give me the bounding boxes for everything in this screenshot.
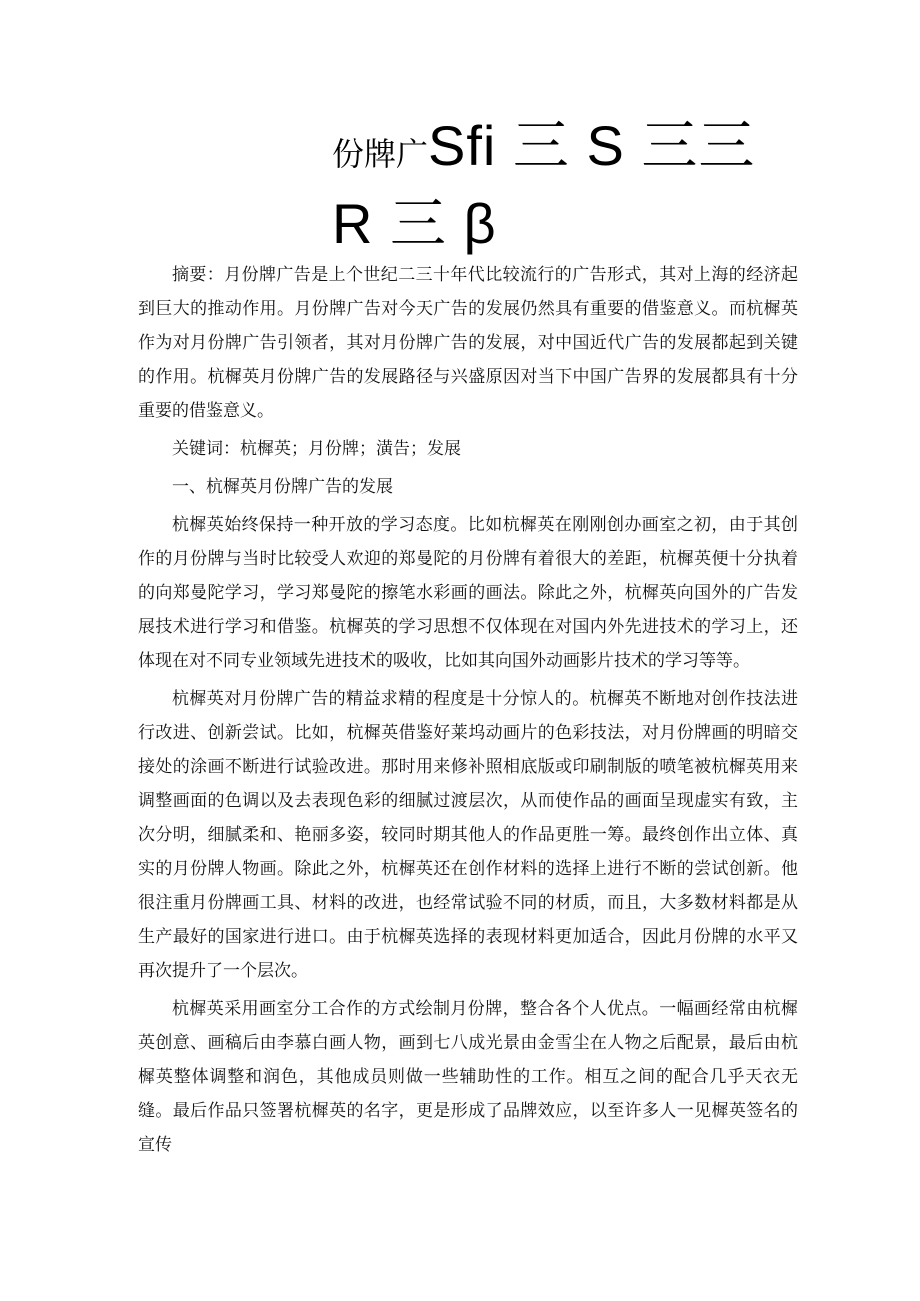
keywords-paragraph: 关键词：杭樨英；月份牌；潢告；发展 [172, 439, 461, 459]
document-body [138, 258, 798, 1166]
document-title [332, 114, 772, 274]
body-paragraph: 杭樨英始终保持一种开放的学习态度。比如杭樨英在刚刚创办画室之初，由于其创作的月份牌与当时比较受人欢迎的郑曼陀的月份牌有着很大的差距，杭樨英便十分执着的向郑曼陀学习，学习郑曼陀的擦笔水彩画的画法。除此之外，杭樨英向国外的广告发展技术进行学习和借鉴。杭樨英的学习思想不仅体现在对国内外先进技术的学习上，还体现在对不同专业领域先进技术的吸收，比如其向国外动画影片技术的学习等等。 [138, 515, 798, 671]
body-paragraph: 杭樨英采用画室分工合作的方式绘制月份牌，整合各个人优点。一幅画经常由杭樨英创意、画稿后由李慕白画人物，画到七八成光景由金雪尘在人物之后配景，最后由杭樨英整体调整和润色，其他成员则做一些辅助性的工作。相互之间的配合几乎天衣无缝。最后作品只签署杭樨英的名字，更是形成了品牌效应，以至许多人一见樨英签名的宣传 [138, 999, 798, 1155]
body-paragraph: 杭樨英对月份牌广告的精益求精的程度是十分惊人的。杭樨英不断地对创作技法进行改进、创新尝试。比如，杭樨英借鉴好莱坞动画片的色彩技法，对月份牌画的明暗交接处的涂画不断进行试验改进。那时用来修补照相底版或印刷制版的喷笔被杭樨英用来调整画面的色调以及去表现色彩的细腻过渡层次，从而使作品的画面呈现虚实有致，主次分明，细腻柔和、艳丽多姿，较同时期其他人的作品更胜一筹。最终创作出立体、真实的月份牌人物画。除此之外，杭樨英还在创作材料的选择上进行不断的尝试创新。他很注重月份牌画工具、材料的改进，也经常试验不同的材质，而且，大多数材料都是从生产最好的国家进行进口。由于杭樨英选择的表现材料更加适合，因此月份牌的水平又再次提升了一个层次。 [138, 689, 798, 981]
title-cjk-part: 份牌广 [332, 136, 429, 172]
section-heading: 一、杭樨英月份牌广告的发展 [172, 477, 393, 497]
title-line-2: R 三 β [332, 192, 497, 255]
title-line-1 [332, 114, 772, 196]
title-latin-part: Sfi 三 S 三三 [428, 114, 756, 177]
abstract-paragraph: 摘要：月份牌广告是上个世纪二三十年代比较流行的广告形式，其对上海的经济起到巨大的推动作用。月份牌广告对今天广告的发展仍然具有重要的借鉴意义。而杭樨英作为对月份牌广告引领者，其对月份牌广告的发展，对中国近代广告的发展都起到关键的作用。杭樨英月份牌广告的发展路径与兴盛原因对当下中国广告界的发展都具有十分重要的借鉴意义。 [138, 265, 798, 421]
